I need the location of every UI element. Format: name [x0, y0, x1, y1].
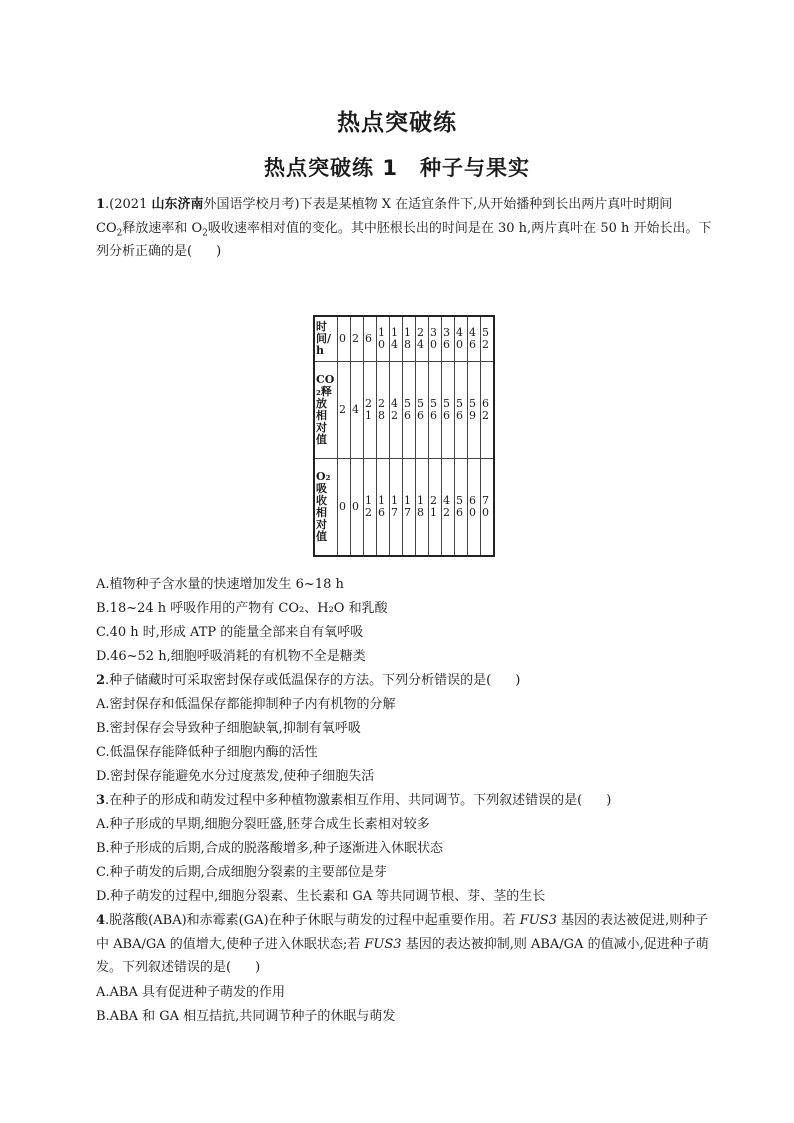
question-1-text-a: 下表是某植物 X 在适宜条件下,从开始播种到长出两片真叶时期间: [299, 197, 673, 212]
q3-option-d: D.种子萌发的过程中,细胞分裂素、生长素和 GA 等共同调节根、芽、茎的生长: [96, 889, 546, 904]
table-cell-o2-11: 70: [481, 459, 495, 557]
q4-option-a: A.ABA 具有促进种子萌发的作用: [96, 985, 285, 1000]
table-header-co2: CO₂释放相对值: [314, 362, 338, 459]
table-cell-time-8: 36: [442, 316, 455, 362]
table-cell-o2-4: 17: [390, 459, 403, 557]
table-cell-o2-6: 18: [416, 459, 429, 557]
table-cell-o2-5: 17: [403, 459, 416, 557]
question-4-close: ): [255, 960, 261, 975]
page-title: 热点突破练: [337, 110, 457, 136]
table-cell-o2-10: 60: [468, 459, 481, 557]
table-cell-time-7: 30: [429, 316, 442, 362]
table-cell-time-0: 0: [338, 316, 351, 362]
question-4-gene-1: FUS3: [519, 913, 557, 928]
table-cell-o2-0: 0: [338, 459, 351, 557]
question-2-text: .种子储藏时可采取密封保存或低温保存的方法。下列分析错误的是(: [105, 673, 492, 688]
data-table: [313, 315, 495, 557]
table-cell-time-4: 14: [390, 316, 403, 362]
table-cell-co2-3: 28: [377, 362, 390, 459]
section-title: [0, 152, 794, 182]
q1-option-a: A.植物种子含水量的快速增加发生 6~18 h: [96, 577, 344, 592]
question-4-number: 4: [96, 913, 106, 928]
table-cell-time-9: 40: [455, 316, 468, 362]
question-1-source-rest: 外国语学校月考): [203, 197, 300, 212]
table-cell-o2-9: 56: [455, 459, 468, 557]
question-1-number: 1: [96, 197, 106, 212]
section-title-right: 种子与果实: [419, 156, 530, 180]
question-4-stem: [96, 909, 718, 980]
q3-option-c: C.种子萌发的后期,合成细胞分裂素的主要部位是芽: [96, 865, 387, 880]
question-1-text-b: CO: [96, 220, 117, 236]
table-cell-co2-8: 56: [442, 362, 455, 459]
table-cell-co2-1: 4: [351, 362, 364, 459]
table-cell-co2-9: 56: [455, 362, 468, 459]
table-cell-co2-2: 21: [364, 362, 377, 459]
table-cell-co2-5: 56: [403, 362, 416, 459]
table-cell-o2-3: 16: [377, 459, 390, 557]
question-1-source-bold: 山东济南: [151, 197, 204, 212]
question-4-text-1: .脱落酸(ABA)和赤霉素(GA)在种子休眠与萌发的过程中起重要作用。若: [105, 913, 520, 928]
question-2-number: 2: [96, 673, 106, 688]
q2-option-c: C.低温保存能降低种子细胞内酶的活性: [96, 745, 318, 760]
table-row-time: [314, 316, 494, 362]
q3-option-b: B.种子形成的后期,合成的脱落酸增多,种子逐渐进入休眠状态: [96, 841, 443, 856]
section-title-left: 热点突破练 1: [264, 156, 398, 180]
table-cell-time-2: 6: [364, 316, 377, 362]
table-cell-time-11: 52: [481, 316, 495, 362]
table-row-o2: [314, 459, 494, 557]
q2-option-a: A.密封保存和低温保存都能抑制种子内有机物的分解: [96, 697, 396, 712]
table-cell-co2-11: 62: [481, 362, 495, 459]
table-cell-co2-0: 2: [338, 362, 351, 459]
table-cell-time-6: 24: [416, 316, 429, 362]
table-cell-time-1: 2: [351, 316, 364, 362]
question-3-close: ): [606, 793, 612, 808]
table-header-time: 时间/h: [314, 316, 338, 362]
table-cell-co2-10: 59: [468, 362, 481, 459]
question-1-source: .(2021: [105, 197, 152, 212]
table-cell-o2-7: 21: [429, 459, 442, 557]
q4-option-b: B.ABA 和 GA 相互拮抗,共同调节种子的休眠与萌发: [96, 1009, 396, 1024]
question-2-close: ): [515, 673, 521, 688]
table-cell-time-5: 18: [403, 316, 416, 362]
question-1-text-e: ): [216, 244, 222, 259]
question-2-stem: [96, 672, 520, 690]
question-4-text-2: 基因的表达被促进,则种子中 ABA/GA 的值增大,使种子进入休眠状态;若: [96, 913, 709, 952]
question-1-text-d: 吸收速率相对值的变化。其中胚根长出的时间是在 30 h,两片真叶在 50 h 开始长出。下列分析正确的是(: [96, 220, 712, 259]
question-3-number: 3: [96, 793, 106, 808]
question-4-gene-2: FUS3: [364, 936, 402, 952]
table-cell-co2-7: 56: [429, 362, 442, 459]
table-cell-co2-6: 56: [416, 362, 429, 459]
question-3-text: .在种子的形成和萌发过程中多种植物激素相互作用、共同调节。下列叙述错误的是(: [105, 793, 583, 808]
question-1-text-c: 释放速率和 O: [122, 220, 203, 236]
q3-option-a: A.种子形成的早期,细胞分裂旺盛,胚芽合成生长素相对较多: [96, 817, 430, 832]
table-cell-o2-1: 0: [351, 459, 364, 557]
question-4-text-3: 基因的表达被抑制,则 ABA/GA 的值减小,促进种子萌发。下列叙述错误的是(: [96, 936, 709, 975]
question-3-stem: [96, 792, 611, 810]
q1-option-c: C.40 h 时,形成 ATP 的能量全部来自有氧呼吸: [96, 625, 364, 640]
table-cell-o2-2: 12: [364, 459, 377, 557]
q1-option-d: D.46~52 h,细胞呼吸消耗的有机物不全是糖类: [96, 649, 366, 664]
question-1-stem: 1.(2021 山东济南外国语学校月考)下表是某植物 X 在适宜条件下,从开始播种到长出两片真叶时期间 $CO_2$释放速率和 $O_2$吸收速率相对值的变化。其中胚根长出的时间是在 30 h,两片真叶在 50 h 开始长出。下列分析正确的是( ): [96, 197, 712, 259]
table-cell-time-10: 46: [468, 316, 481, 362]
q2-option-b: B.密封保存会导致种子细胞缺氧,抑制有氧呼吸: [96, 721, 361, 736]
table-row-co2: [314, 362, 494, 459]
table-header-o2: O₂吸收相对值: [314, 459, 338, 557]
q2-option-d: D.密封保存能避免水分过度蒸发,使种子细胞失活: [96, 769, 375, 784]
table-cell-o2-8: 42: [442, 459, 455, 557]
table-cell-time-3: 10: [377, 316, 390, 362]
table-cell-co2-4: 42: [390, 362, 403, 459]
q1-option-b: B.18~24 h 呼吸作用的产物有 CO₂、H₂O 和乳酸: [96, 601, 388, 616]
